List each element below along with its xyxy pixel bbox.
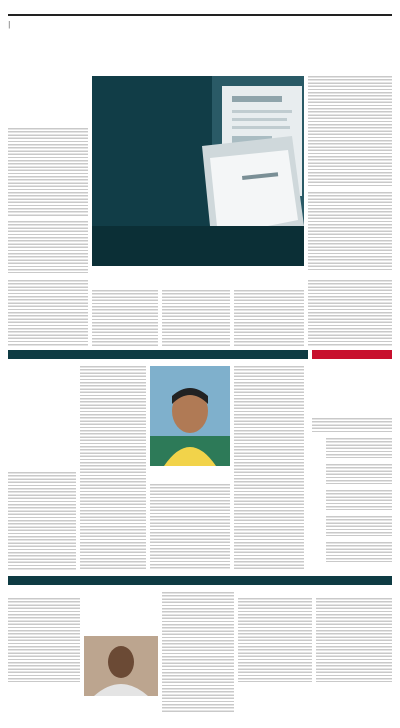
week-item bbox=[238, 592, 312, 722]
tip-item bbox=[312, 436, 392, 460]
tip-text bbox=[326, 464, 392, 484]
tip-item bbox=[312, 514, 392, 538]
tip-text bbox=[326, 438, 392, 458]
cronica-body-2 bbox=[80, 366, 146, 570]
man-photo bbox=[84, 636, 158, 696]
section-divider: | bbox=[8, 19, 11, 29]
body-text-c2 bbox=[92, 290, 158, 346]
tip-text bbox=[326, 542, 392, 562]
week-item-body bbox=[316, 598, 392, 682]
jojoi-tips-list bbox=[312, 436, 392, 566]
tip-text bbox=[326, 516, 392, 536]
body-text-c1 bbox=[8, 280, 88, 346]
tip-text bbox=[326, 490, 392, 510]
week-item bbox=[8, 592, 80, 722]
body-text-c4 bbox=[234, 290, 304, 346]
week-item-body bbox=[162, 592, 234, 712]
week-item-body bbox=[8, 598, 80, 682]
jojoi-intro bbox=[312, 418, 392, 432]
tip-item bbox=[312, 488, 392, 512]
tip-item bbox=[312, 540, 392, 564]
week-item-photo bbox=[84, 636, 158, 696]
cronica-photo bbox=[150, 366, 230, 466]
cronica-bar bbox=[8, 350, 308, 359]
body-text-col1b bbox=[8, 221, 88, 273]
week-item-body bbox=[238, 598, 312, 682]
body-text-col1a bbox=[8, 128, 88, 216]
body-text-col4b bbox=[308, 192, 392, 272]
header-rule bbox=[8, 14, 392, 16]
cronica-body-3 bbox=[150, 484, 230, 570]
portrait-photo bbox=[150, 366, 230, 466]
body-text-c5 bbox=[308, 280, 392, 346]
week-item-protest bbox=[316, 592, 392, 722]
laptop-phone-photo bbox=[92, 76, 304, 266]
en-la-semana-bar bbox=[8, 576, 392, 585]
week-item bbox=[84, 592, 234, 722]
body-text-c3 bbox=[162, 290, 230, 346]
tip-item bbox=[312, 462, 392, 486]
spacer bbox=[284, 592, 314, 594]
main-photo bbox=[92, 76, 304, 266]
section-label bbox=[8, 19, 10, 29]
body-text-col4a bbox=[308, 76, 392, 186]
cronica-body-4 bbox=[234, 366, 304, 570]
jojoi-bar bbox=[312, 350, 392, 359]
cronica-body-1 bbox=[8, 472, 76, 570]
